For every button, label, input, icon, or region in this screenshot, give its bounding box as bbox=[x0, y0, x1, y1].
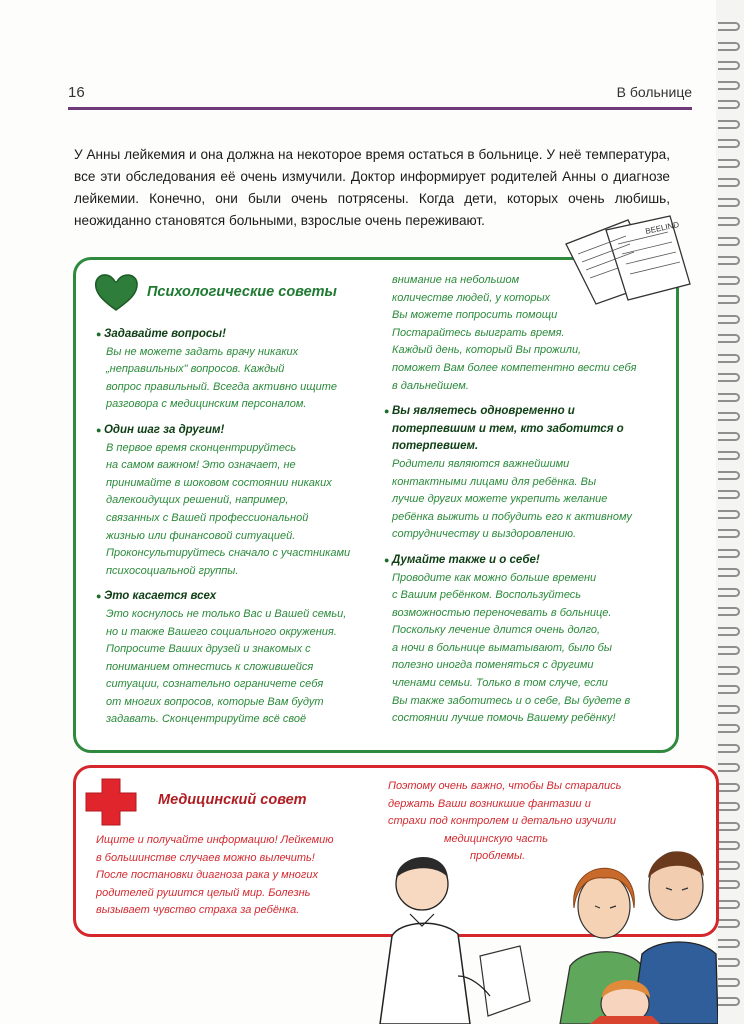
tip-line: „неправильных" вопросов. Каждый bbox=[106, 363, 285, 376]
binding-ring bbox=[718, 159, 740, 168]
tip-line: задавать. Сконцентрируйте всё своё bbox=[106, 713, 307, 726]
medical-line: держать Ваши возникшие фантазии и bbox=[388, 797, 591, 810]
tip-heading-cont: потерпевшем. bbox=[392, 440, 479, 453]
binding-ring bbox=[718, 568, 740, 577]
binding-ring bbox=[718, 100, 740, 109]
medical-line: в большинстве случаев можно вылечить! bbox=[96, 851, 315, 864]
tip-line: Постарайтесь выиграть время. bbox=[392, 326, 565, 339]
tip-line: состоянии лучше помочь Вашему ребёнку! bbox=[392, 712, 616, 725]
tip-line: а ночи в больнице выматывают, было бы bbox=[392, 641, 612, 654]
binding-ring bbox=[718, 256, 740, 265]
binding-ring bbox=[718, 958, 740, 967]
binding-ring bbox=[718, 841, 740, 850]
tip-line: В первое время сконцентрируйтесь bbox=[106, 441, 297, 454]
medical-line: вызывает чувство страха за ребёнка. bbox=[96, 904, 300, 917]
binding-ring bbox=[718, 81, 740, 90]
documents-illustration bbox=[558, 214, 698, 306]
tip-line: жизнью или финансовой ситуацией. bbox=[106, 529, 296, 542]
binding-ring bbox=[718, 471, 740, 480]
tip-line: Каждый день, который Вы прожили, bbox=[392, 344, 582, 357]
tip-line: Проводите как можно больше времени bbox=[392, 571, 597, 584]
tip-line: от многих вопросов, которые Вам будут bbox=[106, 695, 324, 708]
tip-line: лучше других можете укрепить желание bbox=[392, 493, 608, 506]
medical-left-text bbox=[96, 832, 386, 920]
tip-heading-cont: потерпевшим и тем, кто заботится о bbox=[392, 422, 624, 435]
medical-line: медицинскую часть bbox=[444, 832, 548, 845]
tip-line: разговора с медицинским персоналом. bbox=[106, 398, 307, 411]
medical-line: После постановки диагноза рака у многих bbox=[96, 869, 318, 882]
binding-ring bbox=[718, 861, 740, 870]
binding-ring bbox=[718, 42, 740, 51]
binding-ring bbox=[718, 354, 740, 363]
paper-label: BEELIND bbox=[644, 220, 680, 236]
binding-ring bbox=[718, 139, 740, 148]
tip-line: членами семьи. Только в том случе, если bbox=[392, 677, 608, 690]
medical-line: родителей рушится целый мир. Болезнь bbox=[96, 886, 311, 899]
binding-ring bbox=[718, 822, 740, 831]
page-number: 16 bbox=[68, 84, 85, 101]
binding-ring bbox=[718, 490, 740, 499]
tip-line: полезно иногда поменяться с другими bbox=[392, 659, 594, 672]
tip-line: Вы также заботитесь и о себе, Вы будете в bbox=[392, 694, 631, 707]
binding-ring bbox=[718, 705, 740, 714]
tip-line: в дальнейшем. bbox=[392, 379, 469, 392]
binding-ring bbox=[718, 783, 740, 792]
binding-ring bbox=[718, 295, 740, 304]
binding-ring bbox=[718, 315, 740, 324]
tip-line: но и также Вашего социального окружения. bbox=[106, 625, 337, 638]
binding-ring bbox=[718, 978, 740, 987]
tip-line: психосоциальной группы. bbox=[106, 564, 239, 577]
binding-ring bbox=[718, 412, 740, 421]
binding-ring bbox=[718, 919, 740, 928]
doctor-family-illustration bbox=[370, 826, 718, 1024]
tip-line: с Вашим ребёнком. Воспользуйтесь bbox=[392, 589, 582, 602]
binding-ring bbox=[718, 549, 740, 558]
binding-ring bbox=[718, 334, 740, 343]
tip-line: принимайте в шоковом состоянии никаких bbox=[106, 476, 332, 489]
tip-line: далекоидущих решений, например, bbox=[106, 494, 289, 507]
tip-heading: ● Это касается всех bbox=[96, 588, 366, 606]
binding-ring bbox=[718, 198, 740, 207]
binding-ring bbox=[718, 607, 740, 616]
binding-ring bbox=[718, 237, 740, 246]
binding-ring bbox=[718, 627, 740, 636]
binding-ring bbox=[718, 529, 740, 538]
binding-ring bbox=[718, 802, 740, 811]
binding-ring bbox=[718, 744, 740, 753]
binding-ring bbox=[718, 61, 740, 70]
binding-ring bbox=[718, 939, 740, 948]
binding-ring bbox=[718, 646, 740, 655]
medical-line: страхи под контролем и детально изучили bbox=[388, 815, 616, 828]
tip-line: Попросите Ваших друзей и знакомых с bbox=[106, 643, 311, 656]
binding-ring bbox=[718, 178, 740, 187]
binding-ring bbox=[718, 880, 740, 889]
tip-line: возможностью переночевать в больнице. bbox=[392, 606, 612, 619]
binding-ring bbox=[718, 588, 740, 597]
tip-line: Вы не можете задать врачу никаких bbox=[106, 345, 299, 358]
psych-right-column bbox=[384, 272, 674, 728]
medical-line: Поэтому очень важно, чтобы Вы старались bbox=[388, 780, 622, 792]
psych-title: Психологические советы bbox=[147, 284, 337, 300]
binding-ring bbox=[718, 217, 740, 226]
tip-line: пониманием отнестись к сложившейся bbox=[106, 660, 314, 673]
binding-ring bbox=[718, 763, 740, 772]
tip-line: контактными лицами для ребёнка. Вы bbox=[392, 475, 597, 488]
tip-line: связанных с Вашей профессиональной bbox=[106, 511, 309, 524]
tip-line: ситуации, сознательно ограничете себя bbox=[106, 678, 324, 691]
binding-ring bbox=[718, 900, 740, 909]
tip-line: Родители являются важнейшими bbox=[392, 457, 570, 470]
heart-icon bbox=[92, 268, 140, 316]
doctor-figure bbox=[380, 857, 530, 1024]
binding-ring bbox=[718, 373, 740, 382]
tip-line: Поскольку лечение длится очень долго, bbox=[392, 624, 601, 637]
tip-heading: ● Задавайте вопросы! bbox=[96, 326, 366, 344]
binding-ring bbox=[718, 685, 740, 694]
tip-line: вопрос правильный. Всегда активно ищите bbox=[106, 380, 338, 393]
binding-ring bbox=[718, 997, 740, 1006]
tip-heading: ● Думайте также и о себе! bbox=[384, 552, 674, 570]
binding-ring bbox=[718, 666, 740, 675]
binding-ring bbox=[718, 510, 740, 519]
binding-ring bbox=[718, 120, 740, 129]
medical-line: Ищите и получайте информацию! Лейкемию bbox=[96, 834, 334, 846]
red-cross-icon bbox=[82, 775, 140, 829]
tip-line: Проконсультируйтесь сначало с участниками bbox=[106, 547, 351, 560]
medical-title: Медицинский совет bbox=[158, 792, 307, 808]
header-rule bbox=[68, 107, 692, 110]
tip-line: Вы можете попросить помощи bbox=[392, 309, 558, 322]
page-header bbox=[68, 84, 692, 106]
tip-heading: ● Один шаг за другим! bbox=[96, 422, 366, 440]
binding-ring bbox=[718, 724, 740, 733]
tip-line: на самом важном! Это означает, не bbox=[106, 459, 296, 472]
tip-line: количестве людей, у которых bbox=[392, 291, 551, 304]
intro-text: У Анны лейкемия и она должна на некоторое время остаться в больнице. У неё температура, все эти обследования её очень измучили. Доктор информирует родителей Анны о диагнозе лейкемии. Конечно, они были очень потрясены. Когда дети, которых очень любишь, неожиданно становятся больными, взрослые очень переживают. bbox=[74, 147, 670, 228]
binding-ring bbox=[718, 451, 740, 460]
spiral-binding bbox=[716, 0, 744, 1024]
tip-heading: ● Вы являетесь одновременно и bbox=[384, 403, 674, 421]
section-title: В больнице bbox=[616, 84, 692, 100]
tip-line: сотрудничеству и выздоровлению. bbox=[392, 528, 577, 541]
tip-line: Это коснулось не только Вас и Вашей семьи, bbox=[106, 607, 347, 620]
binding-ring bbox=[718, 22, 740, 31]
tip-line: внимание на небольшом bbox=[392, 274, 520, 286]
tip-line: ребёнка выжить и побудить его к активному bbox=[392, 510, 632, 523]
psych-left-column bbox=[96, 326, 366, 729]
binding-ring bbox=[718, 276, 740, 285]
medical-line: проблемы. bbox=[470, 850, 526, 863]
binding-ring bbox=[718, 432, 740, 441]
tip-line: поможет Вам более компетентно вести себя bbox=[392, 361, 637, 374]
binding-ring bbox=[718, 393, 740, 402]
